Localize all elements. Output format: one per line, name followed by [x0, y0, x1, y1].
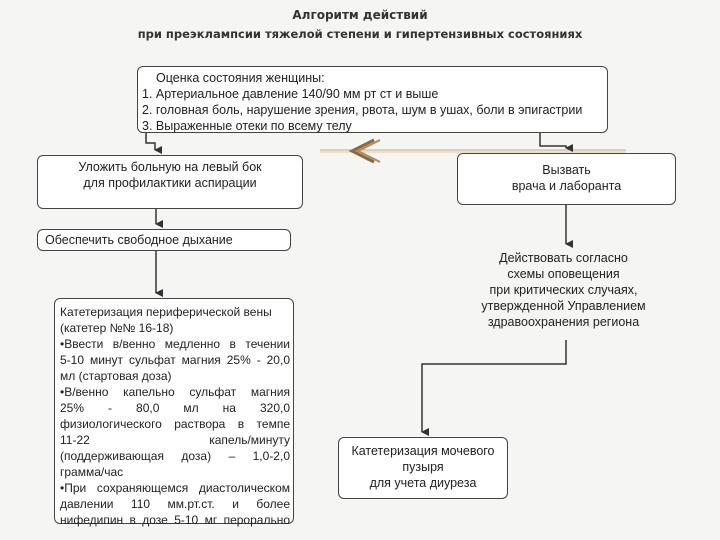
cath-line: физиологического раствора в темпе — [60, 417, 290, 431]
notify-line: здравоохранения региона — [487, 315, 640, 329]
arrow-assess-right — [540, 133, 566, 148]
cath-line: 11-22 капель/минуту — [60, 433, 290, 447]
arrow-assess-left — [146, 133, 155, 150]
left-position-box — [37, 155, 303, 209]
urinary-catheter-box — [338, 437, 508, 499]
notify-line: схемы оповещения — [507, 267, 620, 281]
cath-line: мл (стартовая доза) — [60, 369, 172, 383]
cath-line: 5-10 минут сульфат магния 25% - 20,0 — [60, 353, 290, 367]
breathing-box — [37, 229, 291, 251]
cath-line: давлении 110 мм.рт.ст. и более — [60, 497, 290, 511]
assessment-item: 3. Выраженные отеки по всему телу — [142, 119, 352, 133]
catheterization-box — [54, 298, 294, 527]
notify-line: Действовать согласно — [499, 251, 628, 265]
diagram-title: Алгоритм действий — [292, 8, 428, 22]
assessment-item: 1. Артериальное давление 140/90 мм рт ст и выше — [142, 87, 439, 101]
cath-line: •При сохраняющемся диастолическом — [60, 481, 290, 495]
call-line: Вызвать — [542, 163, 591, 177]
cath-line: грамма/час — [60, 465, 124, 479]
cath-line: (поддерживающая доза) – 1,0-2,0 — [60, 449, 290, 463]
left-position-line: Уложить больную на левый бок — [78, 160, 262, 174]
cath-line: Катетеризация периферической вены — [60, 305, 272, 319]
notify-line: при критических случаях, — [489, 283, 638, 297]
call-line: врача и лаборанта — [511, 179, 622, 193]
urinary-line: пузыря — [402, 460, 444, 474]
breathing-label: Обеспечить свободное дыхание — [45, 233, 233, 247]
cath-line: (катетер №№ 16-18) — [60, 321, 174, 335]
urinary-line: для учета диуреза — [369, 476, 477, 490]
assessment-heading: Оценка состояния женщины: — [156, 71, 325, 85]
assessment-box — [137, 66, 608, 133]
cath-line: 25% - 80,0 мл на 320,0 — [60, 401, 290, 415]
notify-box — [468, 250, 659, 336]
arrow-notify-urine — [422, 340, 566, 432]
assessment-item: 2. головная боль, нарушение зрения, рвота, шум в ушах, боли в эпигастрии — [142, 103, 583, 117]
call-doctor-box — [457, 153, 676, 205]
left-position-line: для профилактики аспирации — [83, 176, 257, 190]
diagram-subtitle: при преэклампсии тяжелой степени и гипертензивных состояниях — [137, 27, 583, 41]
cath-line: •Ввести в/венно медленно в течении — [60, 337, 290, 351]
urinary-line: Катетеризация мочевого — [351, 444, 495, 458]
notify-line: утвержденной Управлением — [481, 299, 646, 313]
cath-line: •В/венно капельно сульфат магния — [60, 385, 290, 399]
double-chevron-icon — [340, 136, 384, 166]
cath-line: нифедипин в дозе 5-10 мг перорально — [60, 513, 290, 527]
